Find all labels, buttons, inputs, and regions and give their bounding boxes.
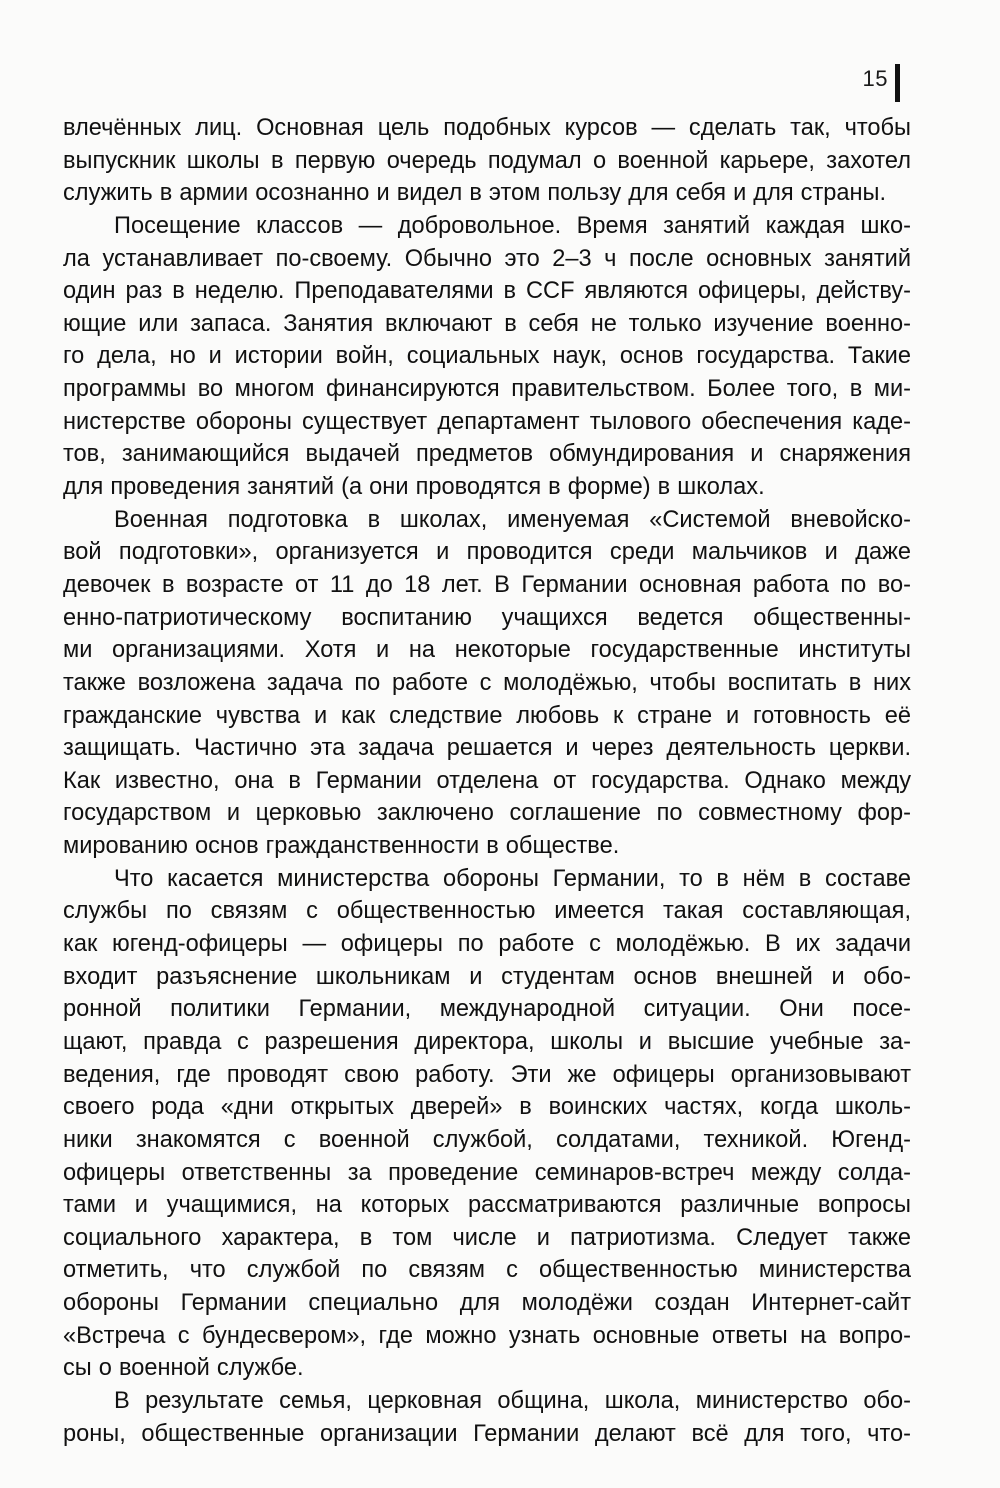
text-line: ми организациями. Хотя и на некоторые государственные институты (63, 637, 911, 664)
text-line: Посещение классов — добровольное. Время занятий каждая шко- (114, 212, 911, 239)
text-line: выпускник школы в первую очередь подумал о военной карьере, захотел (63, 147, 911, 174)
text-line: один раз в неделю. Преподавателями в CCF являются офицеры, действу- (63, 278, 911, 305)
text-line: щают, правда с разрешения директора, школы и высшие учебные за- (63, 1028, 911, 1055)
text-line: сы о военной службе. (63, 1355, 304, 1382)
text-line: программы во многом финансируются правительством. Более того, в ми- (63, 376, 911, 403)
text-line: как югенд-офицеры — офицеры по работе с молодёжью. В их задачи (63, 931, 911, 958)
text-line: «Встреча с бундесвером», где можно узнать основные ответы на вопро- (63, 1322, 911, 1349)
text-line: Военная подготовка в школах, именуемая «Системой вневойско- (114, 506, 911, 533)
text-line: ла устанавливает по-своему. Обычно это 2–3 ч после основных занятий (63, 245, 911, 272)
text-line: обороны Германии специально для молодёжи создан Интернет-сайт (63, 1290, 911, 1317)
text-line: девочек в возрасте от 11 до 18 лет. В Германии основная работа по во- (63, 571, 911, 598)
text-line: В результате семья, церковная община, школа, министерство обо- (114, 1387, 911, 1414)
text-line: нистерстве обороны существует департамент тылового обеспечения каде- (63, 408, 911, 435)
text-line: для проведения занятий (а они проводятся в форме) в школах. (63, 474, 765, 501)
text-line: ники знакомятся с военной службой, солдатами, техникой. Югенд- (63, 1126, 911, 1153)
text-line: офицеры ответственны за проведение семинаров-встреч между солда- (63, 1159, 911, 1186)
text-line: защищать. Частично эта задача решается и через деятельность церкви. (63, 735, 911, 762)
text-line: Что касается министерства обороны Германии, то в нём в составе (114, 865, 911, 892)
text-line: ющие или запаса. Занятия включают в себя не только изучение военно- (63, 310, 911, 337)
text-line: ронной политики Германии, международной ситуации. Они посе- (63, 996, 911, 1023)
text-line: социального характера, в том числе и патриотизма. Следует также (63, 1224, 911, 1251)
text-line: енно-патриотическому воспитанию учащихся ведется общественны- (63, 604, 911, 631)
body-text (63, 112, 911, 1450)
text-line: службы по связям с общественностью имеется такая составляющая, (63, 898, 911, 925)
text-line: служить в армии осознанно и видел в этом пользу для себя и для страны. (63, 180, 887, 207)
text-line: го дела, но и истории войн, социальных наук, основ государства. Такие (63, 343, 911, 370)
text-line: своего рода «дни открытых дверей» в воинских частях, когда школь- (63, 1094, 911, 1121)
text-line: Как известно, она в Германии отделена от государства. Однако между (63, 767, 911, 794)
text-line: роны, общественные организации Германии делают всё для того, что- (63, 1420, 911, 1447)
page-number: 15 (862, 66, 888, 91)
text-line: отметить, что службой по связям с общественностью министерства (63, 1257, 911, 1284)
text-line: гражданские чувства и как следствие любовь к стране и готовность её (63, 702, 911, 729)
text-line: тов, занимающийся выдачей предметов обмундирования и снаряжения (63, 441, 911, 468)
text-line: мированию основ гражданственности в обществе. (63, 833, 620, 860)
text-line: ведения, где проводят свою работу. Эти же офицеры организовывают (63, 1061, 911, 1088)
text-line: также возложена задача по работе с молодёжью, чтобы воспитать в них (63, 669, 911, 696)
text-line: государством и церковью заключено соглашение по совместному фор- (63, 800, 911, 827)
text-line: вой подготовки», организуется и проводится среди мальчиков и даже (63, 539, 911, 566)
text-line: входит разъяснение школьникам и студентам основ внешней и обо- (63, 963, 911, 990)
text-line: тами и учащимися, на которых рассматриваются различные вопросы (63, 1192, 911, 1219)
text-line: влечённых лиц. Основная цель подобных курсов — сделать так, чтобы (63, 115, 911, 141)
page-marker-bar (895, 64, 900, 102)
